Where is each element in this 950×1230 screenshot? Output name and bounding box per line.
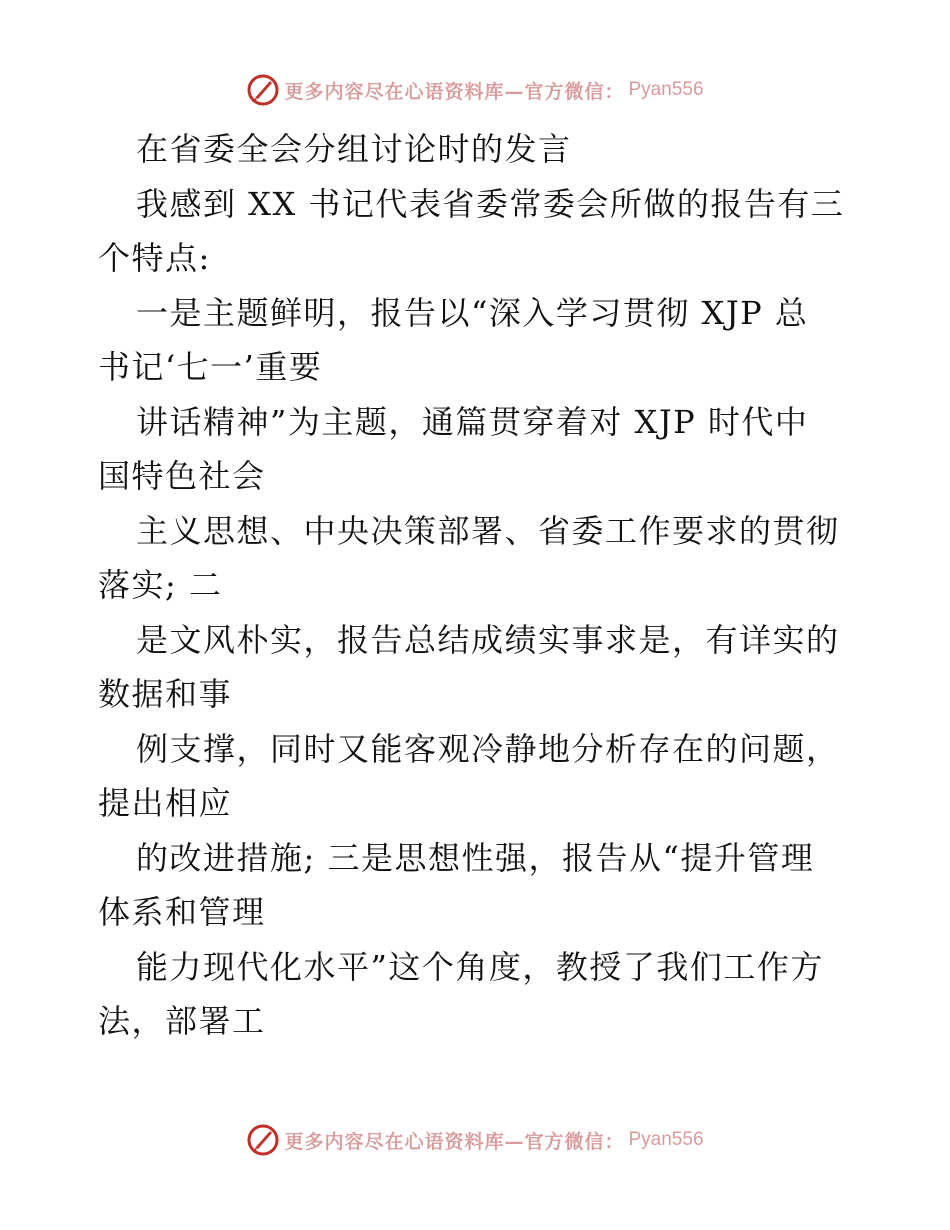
text-line: 能力现代化水平”这个角度，教授了我们工作方 [136, 947, 824, 986]
watermark-text: 更多内容尽在心语资料库—官方微信： [284, 80, 625, 103]
text-line: 我感到 XX 书记代表省委常委会所做的报告有三 [136, 184, 845, 223]
text-line: 讲话精神”为主题，通篇贯穿着对 XJP 时代中 [136, 402, 809, 441]
text-line: 书记‘七一’重要 [98, 348, 323, 386]
text-line: 数据和事 [98, 675, 233, 713]
quill-logo-icon [246, 1123, 280, 1157]
text-line: 体系和管理 [98, 893, 266, 931]
header-watermark [0, 70, 950, 110]
text-line: 主义思想、中央决策部署、省委工作要求的贯彻 [136, 511, 840, 550]
text-line: 在省委全会分组讨论时的发言 [136, 130, 572, 168]
text-line: 国特色社会 [98, 457, 266, 495]
text-line: 是文风朴实，报告总结成绩实事求是，有详实的 [136, 620, 840, 659]
document-body [98, 122, 858, 1049]
watermark-text: 更多内容尽在心语资料库—官方微信： [284, 1130, 625, 1153]
text-line: 提出相应 [98, 784, 233, 822]
watermark-account: Pyan556 [628, 79, 704, 100]
watermark-account: Pyan556 [628, 1129, 704, 1150]
text-line: 个特点: [98, 239, 211, 277]
quill-logo-icon [246, 73, 280, 107]
text-line: 法，部署工 [98, 1002, 266, 1040]
footer-watermark [0, 1120, 950, 1160]
text-line: 一是主题鲜明，报告以“深入学习贯彻 XJP 总 [136, 293, 809, 332]
text-line: 例支撑，同时又能客观冷静地分析存在的问题， [136, 729, 840, 768]
text-line: 的改进措施; 三是思想性强，报告从“提升管理 [136, 838, 815, 877]
text-line: 落实; 二 [98, 566, 223, 604]
